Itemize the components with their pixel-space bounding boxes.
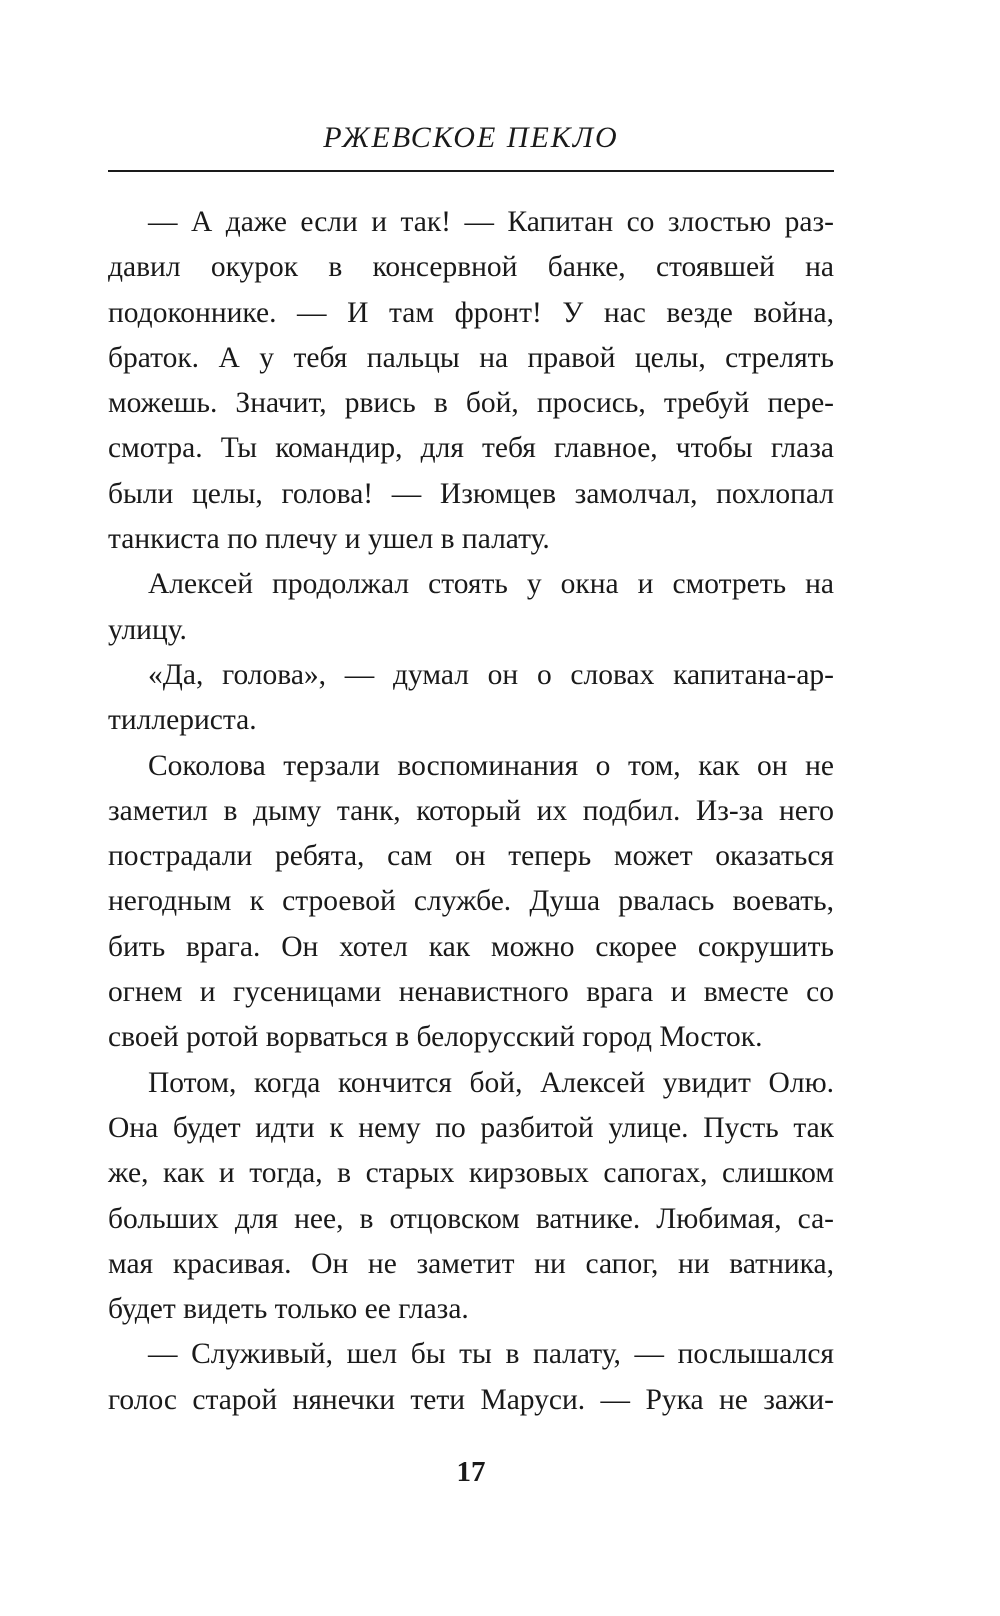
text-line: Соколова терзали воспоминания о том, как он не (148, 749, 834, 782)
text-line: браток. А у тебя пальцы на правой целы, стрелять (108, 341, 834, 374)
running-header: РЖЕВСКОЕ ПЕКЛО (323, 121, 619, 154)
text-line: подоконнике. — И там фронт! У нас везде война, (108, 296, 834, 329)
text-line: Алексей продолжал стоять у окна и смотреть на (148, 568, 834, 601)
text-line: «Да, голова», — думал он о словах капитана-ар- (148, 658, 834, 691)
text-line: огнем и гусеницами ненавистного врага и вместе со (108, 976, 834, 1009)
text-line: мая красивая. Он не заметит ни сапог, ни ватника, (108, 1247, 834, 1280)
text-line: танкиста по плечу и ушел в палату. (108, 523, 550, 556)
text-line: будет видеть только ее глаза. (108, 1293, 469, 1326)
text-line: тиллериста. (108, 704, 257, 737)
text-line: смотра. Ты командир, для тебя главное, чтобы глаза (108, 432, 834, 465)
text-line: давил окурок в консервной банке, стоявшей на (108, 251, 834, 284)
text-line: Она будет идти к нему по разбитой улице. Пусть так (108, 1111, 834, 1144)
text-line: можешь. Значит, рвись в бой, просись, требуй пере- (108, 387, 834, 420)
text-line: бить врага. Он хотел как можно скорее сокрушить (108, 930, 834, 963)
text-line: больших для нее, в отцовском ватнике. Любимая, са- (108, 1202, 834, 1235)
text-line: заметил в дыму танк, который их подбил. Из-за него (108, 794, 834, 827)
text-line: негодным к строевой службе. Душа рвалась воевать, (108, 885, 834, 918)
text-line: — А даже если и так! — Капитан со злостью раз- (148, 206, 834, 238)
header-rule (108, 170, 834, 172)
text-line: своей ротой ворваться в белорусский город Мосток. (108, 1021, 763, 1054)
text-line: были целы, голова! — Изюмцев замолчал, похлопал (108, 477, 834, 510)
text-line: пострадали ребята, сам он теперь может оказаться (108, 840, 834, 873)
text-line: голос старой нянечки тети Маруси. — Рука не зажи- (108, 1383, 834, 1416)
text-line: же, как и тогда, в старых кирзовых сапогах, слишком (108, 1157, 834, 1190)
text-line: Потом, когда кончится бой, Алексей увидит Олю. (148, 1066, 834, 1099)
page-number: 17 (456, 1456, 486, 1488)
text-line: улицу. (108, 613, 187, 646)
text-line: — Служивый, шел бы ты в палату, — послышался (148, 1338, 834, 1371)
body-text (108, 200, 834, 1423)
